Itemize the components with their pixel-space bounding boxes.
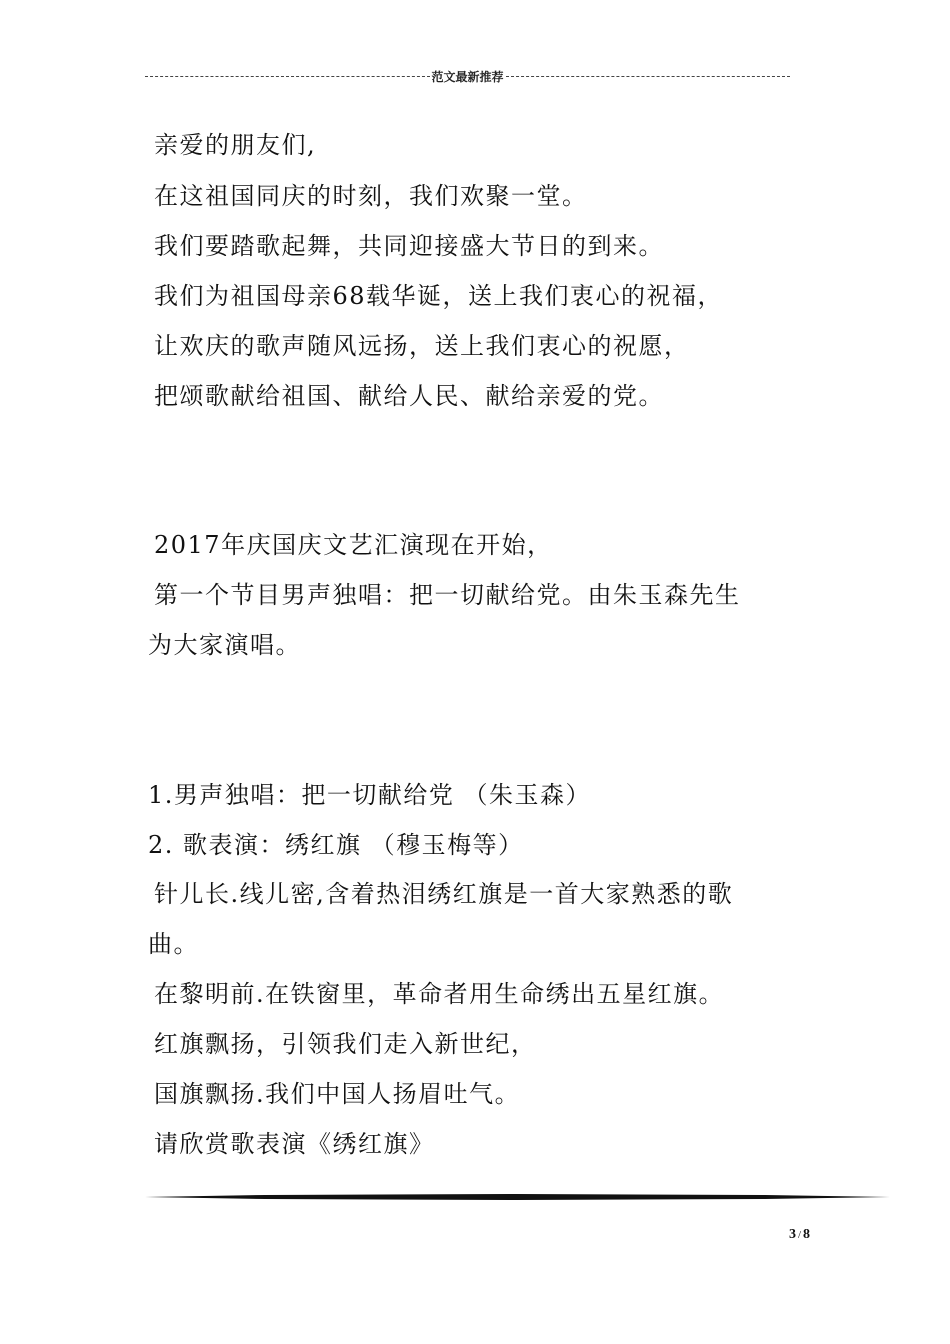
body-line: 曲。 bbox=[148, 930, 199, 958]
body-line: 第一个节目男声独唱：把一切献给党。由朱玉森先生 bbox=[154, 581, 741, 609]
body-line: 我们要踏歌起舞，共同迎接盛大节日的到来。 bbox=[154, 232, 664, 260]
footer-rule bbox=[145, 1194, 890, 1200]
body-line: 2017年庆国庆文艺汇演现在开始， bbox=[154, 531, 553, 559]
header-dash-left bbox=[145, 76, 430, 77]
body-line: 把颂歌献给祖国、献给人民、献给亲爱的党。 bbox=[154, 382, 664, 410]
body-line: 我们为祖国母亲68载华诞，送上我们衷心的祝福， bbox=[154, 282, 724, 310]
body-line: 请欣赏歌表演《绣红旗》 bbox=[154, 1130, 435, 1158]
page-header bbox=[145, 66, 790, 86]
page-current: 3 bbox=[788, 1227, 796, 1242]
page-separator: / bbox=[797, 1229, 801, 1241]
body-line: 国旗飘扬.我们中国人扬眉吐气。 bbox=[154, 1080, 521, 1108]
program-item: 2. 歌表演：绣红旗 （穆玉梅等） bbox=[148, 831, 524, 859]
body-line: 让欢庆的歌声随风远扬，送上我们衷心的祝愿， bbox=[154, 332, 690, 360]
footer-rule-graphic bbox=[145, 1194, 890, 1200]
page-number bbox=[770, 1227, 810, 1243]
header-title: 范文最新推荐 bbox=[431, 69, 504, 84]
header-dash-right bbox=[506, 76, 791, 77]
body-line: 为大家演唱。 bbox=[148, 631, 301, 659]
body-line: 在黎明前.在铁窗里，革命者用生命绣出五星红旗。 bbox=[154, 980, 725, 1008]
body-line: 亲爱的朋友们, bbox=[154, 131, 317, 159]
body-line: 在这祖国同庆的时刻，我们欢聚一堂。 bbox=[154, 182, 588, 210]
page-total: 8 bbox=[803, 1227, 810, 1242]
body-line: 针儿长.线儿密,含着热泪绣红旗是一首大家熟悉的歌 bbox=[154, 880, 734, 908]
body-line: 红旗飘扬，引领我们走入新世纪， bbox=[154, 1030, 537, 1058]
program-item: 1.男声独唱：把一切献给党 （朱玉森） bbox=[148, 781, 592, 809]
